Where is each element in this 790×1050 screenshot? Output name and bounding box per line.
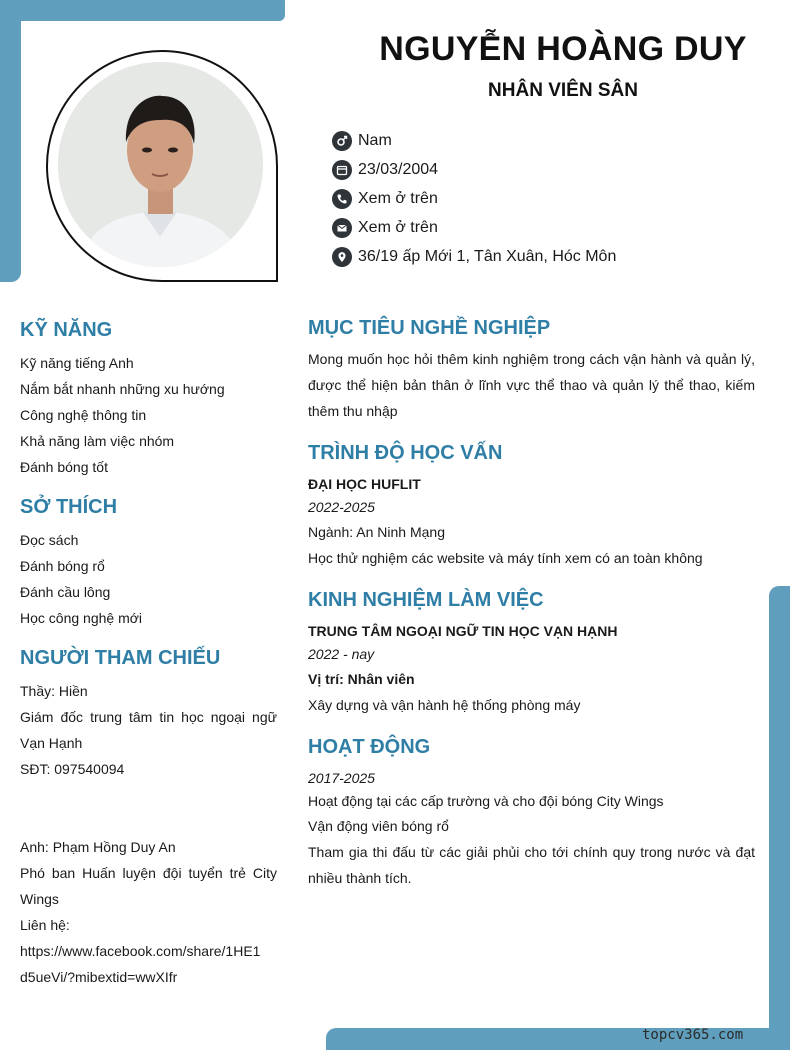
reference-2-link-continued[interactable]: d5ueVi/?mibextid=wwXIfr xyxy=(20,969,178,985)
education-description: Học thử nghiệm các website và máy tính xem có an toàn không xyxy=(308,550,703,566)
skill-item: Kỹ năng tiếng Anh xyxy=(20,355,134,371)
reference-1-position: Giám đốc trung tâm tin học ngoại ngữ Vạn Hạnh xyxy=(20,709,277,751)
objective-text: Mong muốn học hỏi thêm kinh nghiệm trong cách vận hành và quản lý, được thể hiện bản thân ở lĩnh vực thể thao và quản lý thể thao, kiếm thêm thu nhập xyxy=(308,351,755,419)
reference-2-position: Phó ban Huấn luyện đội tuyển trẻ City Wings xyxy=(20,865,277,907)
birthday-value: 23/03/2004 xyxy=(358,161,439,178)
email-value: Xem ở trên xyxy=(358,219,438,236)
education-period: 2022-2025 xyxy=(308,499,375,515)
location-pin-icon xyxy=(332,247,352,267)
contact-phone xyxy=(332,188,438,210)
hobby-item: Học công nghệ mới xyxy=(20,610,143,626)
reference-1-contact: SĐT: 097540094 xyxy=(20,761,125,777)
gender-icon xyxy=(332,131,352,151)
email-icon xyxy=(332,218,352,238)
education-school: ĐẠI HỌC HUFLIT xyxy=(308,476,421,492)
education-heading: TRÌNH ĐỘ HỌC VẤN xyxy=(308,442,503,464)
hobby-item: Đánh bóng rổ xyxy=(20,558,105,574)
experience-company: TRUNG TÂM NGOẠI NGỮ TIN HỌC VẠN HẠNH xyxy=(308,623,618,639)
experience-position: Vị trí: Nhân viên xyxy=(308,671,415,687)
experience-heading: KINH NGHIỆM LÀM VIỆC xyxy=(308,589,544,611)
calendar-icon xyxy=(332,160,352,180)
education-major: Ngành: An Ninh Mạng xyxy=(308,524,445,540)
job-title: NHÂN VIÊN SÂN xyxy=(488,80,638,101)
phone-icon xyxy=(332,189,352,209)
skills-heading: KỸ NĂNG xyxy=(20,319,113,341)
watermark: topcv365.com xyxy=(642,1027,744,1043)
hobby-item: Đọc sách xyxy=(20,532,79,548)
activities-period: 2017-2025 xyxy=(308,770,375,786)
experience-period: 2022 - nay xyxy=(308,646,375,662)
top-accent-bar xyxy=(0,0,285,21)
activities-line: Hoạt động tại các cấp trường và cho đội bóng City Wings xyxy=(308,793,664,809)
left-accent-bar xyxy=(0,0,21,282)
activities-heading: HOẠT ĐỘNG xyxy=(308,736,431,758)
activities-line: Vận động viên bóng rổ xyxy=(308,818,449,834)
profile-photo xyxy=(58,62,263,267)
address-value: 36/19 ấp Mới 1, Tân Xuân, Hóc Môn xyxy=(358,248,617,265)
skill-item: Công nghệ thông tin xyxy=(20,407,147,423)
reference-2-link[interactable]: https://www.facebook.com/share/1HE1 xyxy=(20,943,261,959)
right-accent-bar xyxy=(769,586,790,1050)
reference-2-name: Anh: Phạm Hồng Duy An xyxy=(20,839,176,855)
skill-item: Nắm bắt nhanh những xu hướng xyxy=(20,381,225,397)
hobby-item: Đánh cầu lông xyxy=(20,584,111,600)
skill-item: Đánh bóng tốt xyxy=(20,459,108,475)
contact-email xyxy=(332,217,438,239)
candidate-name: NGUYỄN HOÀNG DUY xyxy=(379,30,747,68)
skill-item: Khả năng làm việc nhóm xyxy=(20,433,175,449)
contact-birthday xyxy=(332,159,438,181)
contact-address xyxy=(332,246,616,268)
phone-value: Xem ở trên xyxy=(358,190,438,207)
experience-description: Xây dựng và vận hành hệ thống phòng máy xyxy=(308,697,581,713)
hobbies-heading: SỞ THÍCH xyxy=(20,496,118,518)
reference-1-name: Thầy: Hiền xyxy=(20,683,88,699)
objective-heading: MỤC TIÊU NGHỀ NGHIỆP xyxy=(308,317,551,339)
contact-gender xyxy=(332,130,392,152)
references-heading: NGƯỜI THAM CHIẾU xyxy=(20,647,221,669)
gender-value: Nam xyxy=(358,132,392,149)
activities-line: Tham gia thi đấu từ các giải phủi cho tới chính quy trong nước và đạt nhiều thành tích. xyxy=(308,844,755,886)
reference-2-contact-label: Liên hệ: xyxy=(20,917,70,933)
